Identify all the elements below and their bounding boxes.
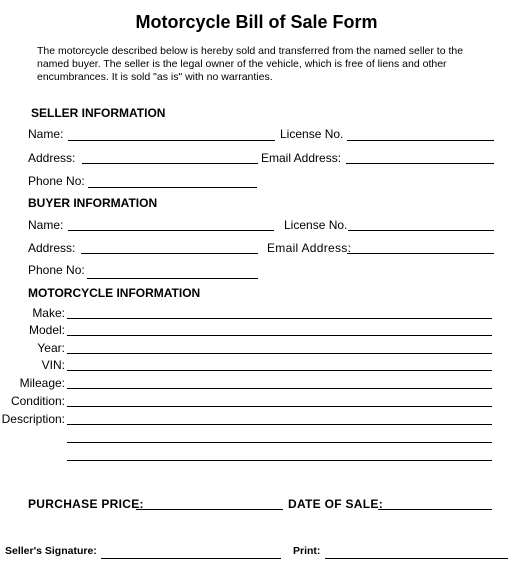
seller-signature-label: Seller's Signature:: [5, 545, 97, 557]
condition-label: Condition:: [10, 394, 65, 408]
seller-address-field[interactable]: [82, 163, 258, 164]
buyer-phone-field[interactable]: [87, 278, 258, 279]
make-field[interactable]: [67, 318, 492, 319]
seller-name-field[interactable]: [68, 140, 275, 141]
seller-license-field[interactable]: [347, 140, 494, 141]
purchase-price-label: PURCHASE PRICE:: [28, 497, 144, 511]
form-title: Motorcycle Bill of Sale Form: [135, 12, 378, 32]
vin-field[interactable]: [67, 370, 492, 371]
print-name-label: Print:: [293, 545, 321, 557]
motorcycle-section-heading: MOTORCYCLE INFORMATION: [28, 286, 201, 300]
description-field-line-1[interactable]: [67, 424, 492, 425]
seller-email-field[interactable]: [346, 163, 494, 164]
seller-signature-field[interactable]: [101, 558, 281, 559]
buyer-name-field[interactable]: [68, 230, 274, 231]
year-label: Year:: [37, 341, 65, 355]
model-field[interactable]: [67, 335, 492, 336]
buyer-name-label: Name:: [28, 218, 64, 232]
print-name-field[interactable]: [325, 558, 508, 559]
date-of-sale-field[interactable]: [378, 509, 492, 510]
seller-name-label: Name:: [28, 127, 64, 141]
model-label: Model:: [28, 323, 65, 337]
buyer-email-field[interactable]: [347, 253, 494, 254]
seller-email-label: Email Address:: [261, 151, 342, 165]
buyer-address-field[interactable]: [81, 253, 258, 254]
seller-address-label: Address:: [28, 151, 76, 165]
seller-license-label: License No.: [280, 127, 344, 141]
description-field-line-3[interactable]: [67, 460, 492, 461]
date-of-sale-label: DATE OF SALE:: [288, 497, 384, 511]
vin-label: VIN:: [41, 358, 65, 372]
buyer-license-label: License No.: [284, 218, 348, 232]
condition-field[interactable]: [67, 406, 492, 407]
seller-phone-label: Phone No:: [28, 174, 85, 188]
buyer-license-field[interactable]: [348, 230, 494, 231]
buyer-email-label: Email Address:: [267, 241, 352, 255]
intro-paragraph: The motorcycle described below is hereby sold and transferred from the named seller to the named buyer. The seller is the legal owner of the vehicle, which is free of liens and other encumbrances. It is sold "as is" with no warranties.: [37, 45, 464, 83]
make-label: Make:: [32, 306, 65, 320]
year-field[interactable]: [67, 353, 492, 354]
seller-phone-field[interactable]: [88, 187, 257, 188]
seller-section-heading: SELLER INFORMATION: [31, 106, 166, 120]
buyer-phone-label: Phone No:: [28, 263, 85, 277]
description-field-line-2[interactable]: [67, 442, 492, 443]
buyer-address-label: Address:: [28, 241, 76, 255]
purchase-price-field[interactable]: [136, 509, 283, 510]
mileage-label: Mileage:: [19, 376, 65, 390]
buyer-section-heading: BUYER INFORMATION: [28, 196, 158, 210]
mileage-field[interactable]: [67, 388, 492, 389]
description-label: Description:: [1, 412, 65, 426]
